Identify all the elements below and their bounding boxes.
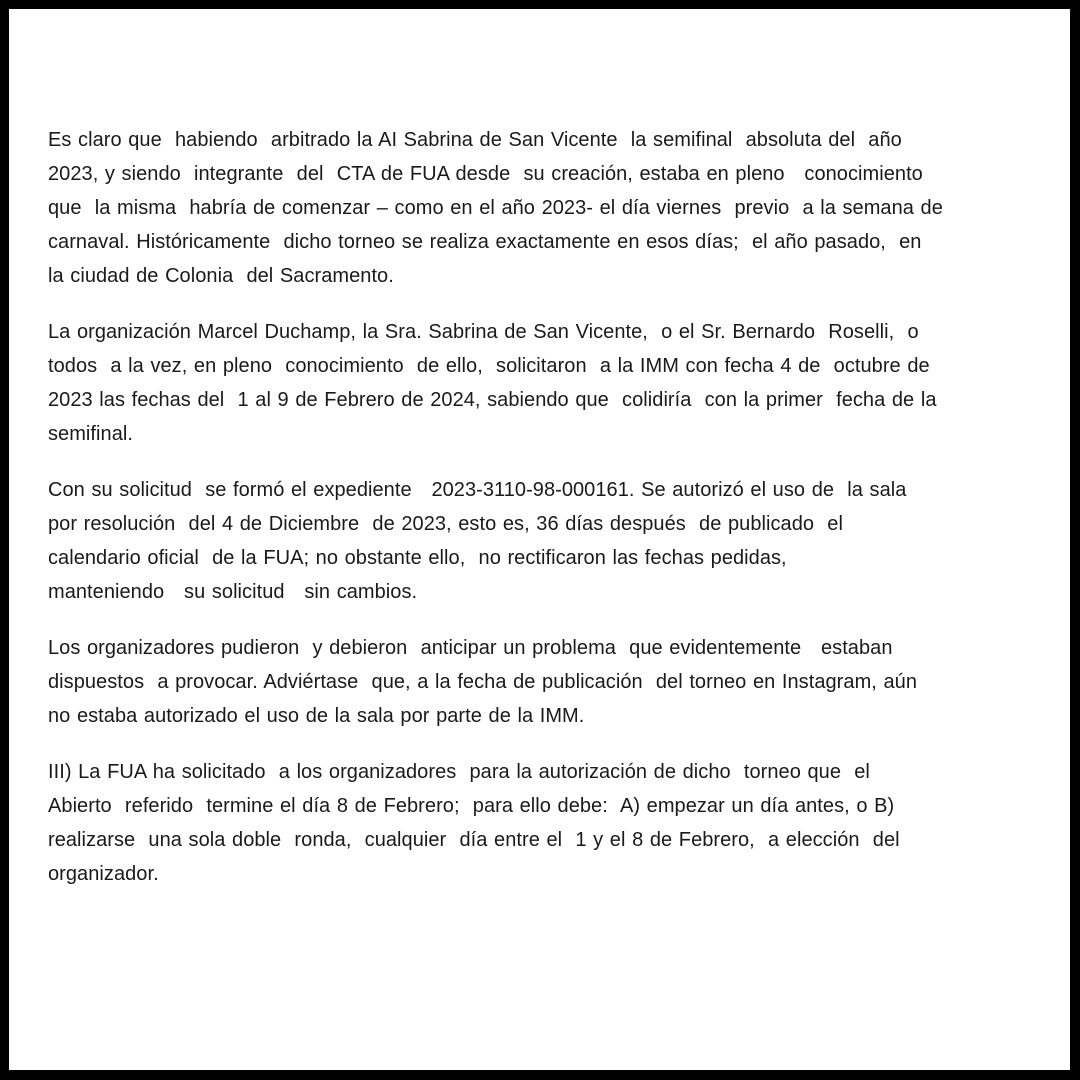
text-line: 2023, y siendo integrante del CTA de FUA desde su creación, estaba en pleno conocimiento [48, 163, 923, 185]
text-line: semifinal. [48, 423, 133, 445]
text-line: todos a la vez, en pleno conocimiento de ello, solicitaron a la IMM con fecha 4 de octubre de [48, 355, 930, 377]
text-line: realizarse una sola doble ronda, cualquier día entre el 1 y el 8 de Febrero, a elección del [48, 829, 900, 851]
text-line: La organización Marcel Duchamp, la Sra. Sabrina de San Vicente, o el Sr. Bernardo Roselli, o [48, 321, 919, 343]
paragraph-4 [48, 631, 1048, 733]
text-line: Con su solicitud se formó el expediente 2023-3110-98-000161. Se autorizó el uso de la sala [48, 479, 907, 501]
text-line: manteniendo su solicitud sin cambios. [48, 581, 418, 603]
paragraph-3 [48, 473, 1048, 609]
paragraph-2 [48, 315, 1048, 451]
text-line: organizador. [48, 863, 159, 885]
text-line: 2023 las fechas del 1 al 9 de Febrero de 2024, sabiendo que colidiría con la primer fecha de la [48, 389, 937, 411]
text-line: III) La FUA ha solicitado a los organizadores para la autorización de dicho torneo que el [48, 761, 870, 783]
text-line: la ciudad de Colonia del Sacramento. [48, 265, 394, 287]
document-body [48, 123, 1048, 913]
text-line: no estaba autorizado el uso de la sala por parte de la IMM. [48, 705, 585, 727]
text-line: que la misma habría de comenzar – como en el año 2023- el día viernes previo a la semana de [48, 197, 943, 219]
text-line: Es claro que habiendo arbitrado la AI Sabrina de San Vicente la semifinal absoluta del año [48, 129, 902, 151]
text-line: calendario oficial de la FUA; no obstante ello, no rectificaron las fechas pedidas, [48, 547, 787, 569]
paragraph-5 [48, 755, 1048, 891]
text-line: Los organizadores pudieron y debieron anticipar un problema que evidentemente estaban [48, 637, 893, 659]
text-line: carnaval. Históricamente dicho torneo se realiza exactamente en esos días; el año pasado, en [48, 231, 922, 253]
paragraph-1 [48, 123, 1048, 293]
text-line: dispuestos a provocar. Adviértase que, a la fecha de publicación del torneo en Instagram, aún [48, 671, 918, 693]
text-line: Abierto referido termine el día 8 de Febrero; para ello debe: A) empezar un día antes, o B) [48, 795, 895, 817]
text-line: por resolución del 4 de Diciembre de 2023, esto es, 36 días después de publicado el [48, 513, 843, 535]
